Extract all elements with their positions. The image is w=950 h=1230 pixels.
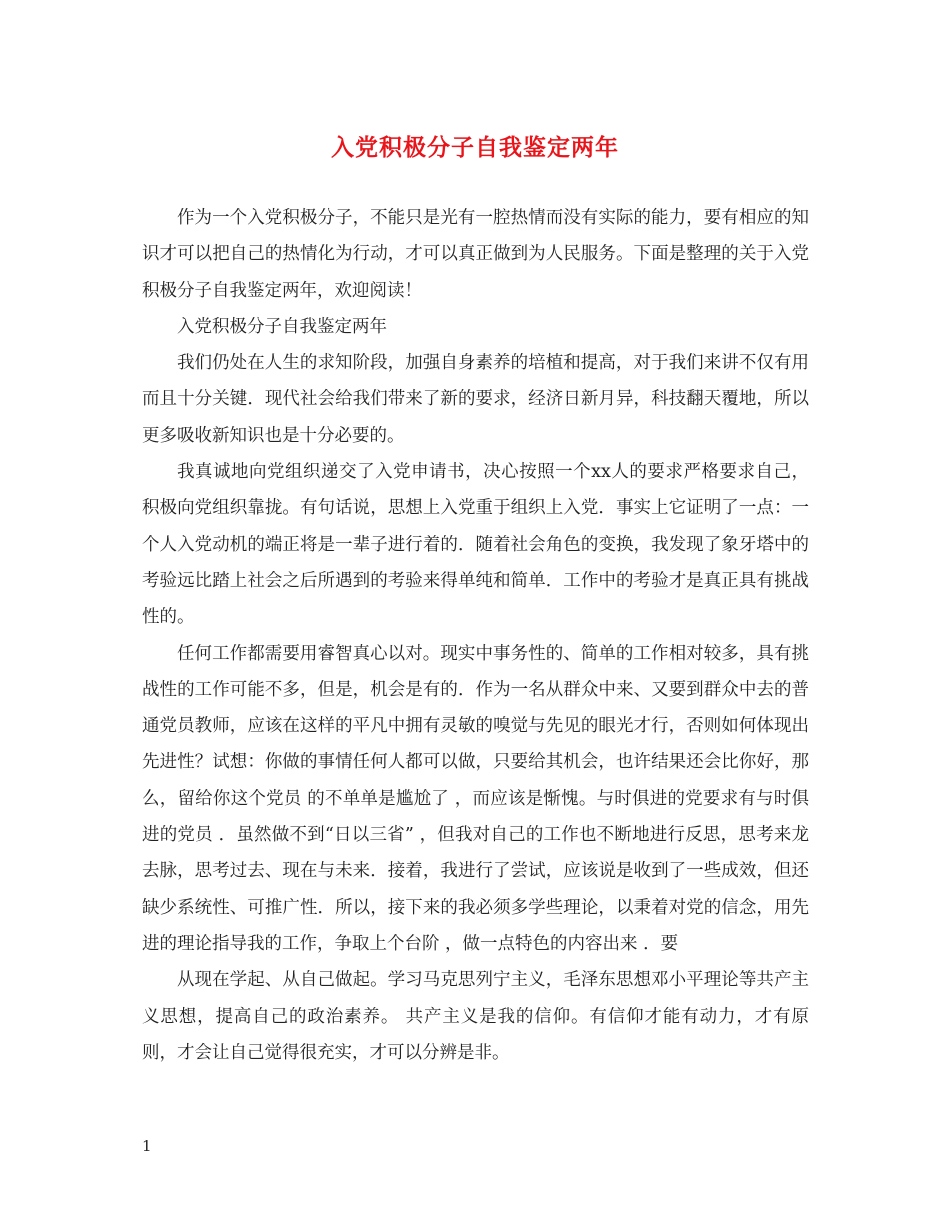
page-number: 1 <box>142 1137 152 1155</box>
paragraph-intro: 作为一个入党积极分子，不能只是光有一腔热情而没有实际的能力，要有相应的知识才可以把自己的热情化为行动，才可以真正做到为人民服务。下面是整理的关于入党积极分子自我鉴定两年，欢迎阅读！ <box>142 208 809 301</box>
paragraph-study: 我们仍处在人生的求知阶段，加强自身素养的培植和提高，对于我们来讲不仅有用而且十分关键．现代社会给我们带来了新的要求，经济日新月异，科技翻天覆地，所以更多吸收新知识也是十分必要的。 <box>142 353 809 446</box>
document-body <box>142 200 809 1071</box>
paragraph-subtitle: 入党积极分子自我鉴定两年 <box>177 316 387 337</box>
paragraph-work: 任何工作都需要用睿智真心以对。现实中事务性的、简单的工作相对较多，具有挑战性的工作可能不多，但是，机会是有的．作为一名从群众中来、又要到群众中去的普通党员教师，应该在这样的平凡中拥有灵敏的嗅觉与先见的眼光才行，否则如何体现出先进性？试想：你做的事情任何人都可以做，只要给其机会，也许结果还会比你好，那么，留给你这个党员 的不单单是尴尬了 ，而应该是惭愧。与时俱进的党要求有与时俱进的党员 ．虽然做不到“日以三省” ，但我对自己的工作也不断地进行反思，思考来龙去脉，思考过去、现在与未来．接着，我进行了尝试，应该说是收到了一些成效，但还缺少系统性、可推广性．所以，接下来的我必须多学些理论，以秉着对党的信念，用先进的理论指导我的工作，争取上个台阶 ，做一点特色的内容出来 ．要 <box>142 643 809 954</box>
paragraph-application: 我真诚地向党组织递交了入党申请书，决心按照一个xx人的要求严格要求自己，积极向党组织靠拢。有句话说，思想上入党重于组织上入党．事实上它证明了一点：一个人入党动机的端正将是一辈子进行着的．随着社会角色的变换，我发现了象牙塔中的考验远比踏上社会之后所遇到的考验来得单纯和简单．工作中的考验才是真正具有挑战性的。 <box>142 462 809 628</box>
paragraph-learning: 从现在学起、从自己做起。学习马克思列宁主义，毛泽东思想邓小平理论等共产主义思想，提高自己的政治素养。 共产主义是我的信仰。有信仰才能有动力，才有原则，才会让自己觉得很充实，才可以分辨是非。 <box>142 970 809 1063</box>
document-title: 入党积极分子自我鉴定两年 <box>331 134 619 161</box>
